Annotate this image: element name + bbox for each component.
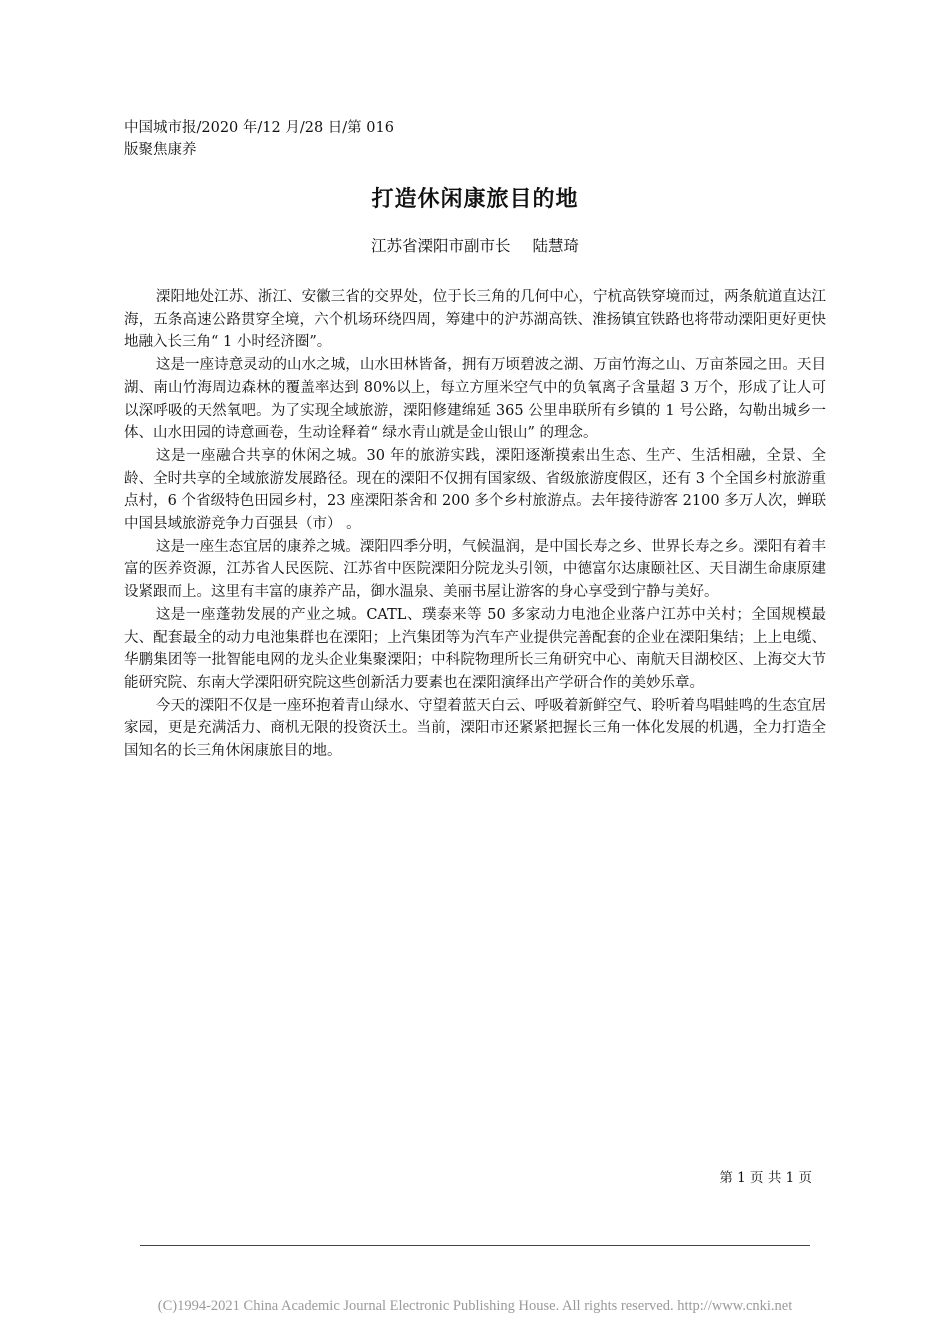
paragraph-4: 这是一座生态宜居的康养之城。溧阳四季分明，气候温润，是中国长寿之乡、世界长寿之乡。溧阳有着丰富的医养资源，江苏省人民医院、江苏省中医院溧阳分院龙头引领，中德富尔达康颐社区、天目湖生命康原建设紧跟而上。这里有丰富的康养产品，御水温泉、美丽书屋让游客的身心享受到宁静与美好。 xyxy=(124,538,826,601)
author-title: 江苏省溧阳市副市长 xyxy=(370,237,511,255)
paragraph-2: 这是一座诗意灵动的山水之城，山水田林皆备，拥有万顷碧波之湖、万亩竹海之山、万亩茶园之田。天目湖、南山竹海周边森林的覆盖率达到 80%以上，每立方厘米空气中的负氧离子含量超 3 万个，形成了让人可以深呼吸的天然氧吧。为了实现全域旅游，溧阳修建绵延 365 公里串联所有乡镇的 1 号公路，勾勒出城乡一体、山水田园的诗意画卷，生动诠释着“ 绿水青山就是金山银山” 的理念。 xyxy=(124,357,826,442)
paragraph-5: 这是一座蓬勃发展的产业之城。CATL、璞泰来等 50 多家动力电池企业落户江苏中关村；全国规模最大、配套最全的动力电池集群也在溧阳；上汽集团等为汽车产业提供完善配套的企业在溧阳集结；上上电缆、华鹏集团等一批智能电网的龙头企业集聚溧阳；中科院物理所长三角研究中心、南航天目湖校区、上海交大节能研究院、东南大学溧阳研究院这些创新活力要素也在溧阳演绎出产学研合作的美妙乐章。 xyxy=(124,606,826,691)
paragraph-6: 今天的溧阳不仅是一座环抱着青山绿水、守望着蓝天白云、呼吸着新鲜空气、聆听着鸟唱蛙鸣的生态宜居家园，更是充满活力、商机无限的投资沃土。当前，溧阳市还紧紧把握长三角一体化发展的机遇，全力打造全国知名的长三角休闲康旅目的地。 xyxy=(124,697,826,760)
paragraph-1: 溧阳地处江苏、浙江、安徽三省的交界处，位于长三角的几何中心，宁杭高铁穿境而过，两条航道直达江海，五条高速公路贯穿全境，六个机场环绕四周，筹建中的沪苏湖高铁、淮扬镇宜铁路也将带动溧阳更好更快地融入长三角“ 1 小时经济圈”。 xyxy=(124,289,826,351)
source-citation-line-1: 中国城市报/2020 年/12 月/28 日/第 016 xyxy=(124,120,394,136)
article-body xyxy=(124,286,826,763)
copyright-notice: (C)1994-2021 China Academic Journal Electronic Publishing House. All rights reserved. http://www.cnki.net xyxy=(157,1298,793,1314)
paragraph-3: 这是一座融合共享的休闲之城。30 年的旅游实践，溧阳逐渐摸索出生态、生产、生活相融，全景、全龄、全时共享的全域旅游发展路径。现在的溧阳不仅拥有国家级、省级旅游度假区，还有 3 个全国乡村旅游重点村，6 个省级特色田园乡村，23 座溧阳茶舍和 200 多个乡村旅游点。去年接待游客 2100 多万人次，蝉联中国县域旅游竞争力百强县（市） 。 xyxy=(124,447,826,533)
author-name: 陆慧琦 xyxy=(532,237,580,255)
page-number: 第 1 页 共 1 页 xyxy=(719,1170,812,1186)
source-citation-line-2: 版聚焦康养 xyxy=(124,142,197,158)
article-title: 打造休闲康旅目的地 xyxy=(371,187,579,212)
footer-divider xyxy=(140,1245,810,1246)
author-line xyxy=(0,234,950,258)
